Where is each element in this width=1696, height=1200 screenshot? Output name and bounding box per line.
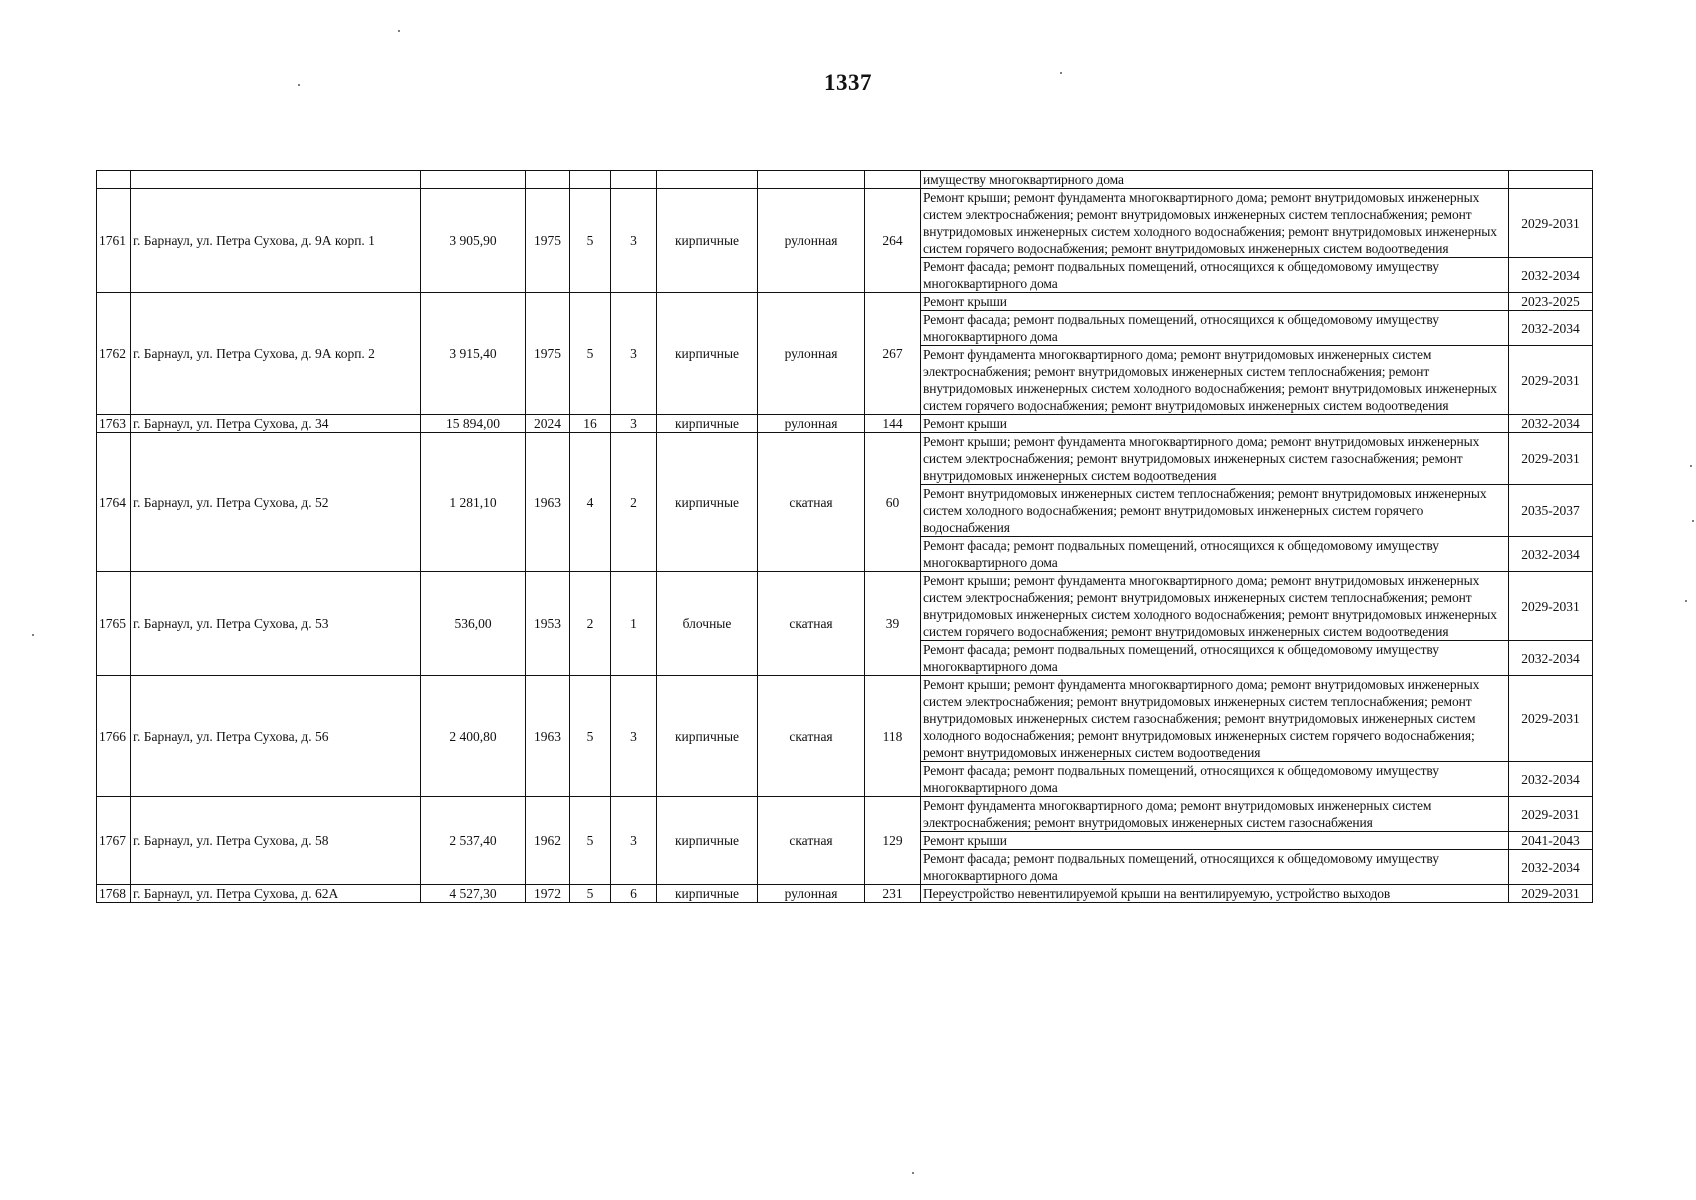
area-cell: 3 915,40 bbox=[421, 293, 526, 415]
period-cell: 2032-2034 bbox=[1509, 762, 1593, 797]
house-row bbox=[97, 189, 1593, 258]
address-cell: г. Барнаул, ул. Петра Сухова, д. 52 bbox=[131, 433, 421, 572]
work-cell: Ремонт фасада; ремонт подвальных помещений, относящихся к общедомовому имуществу многоквартирного дома bbox=[921, 258, 1509, 293]
period-cell: 2029-2031 bbox=[1509, 189, 1593, 258]
walls-material-cell: блочные bbox=[657, 572, 758, 676]
period-cell: 2032-2034 bbox=[1509, 258, 1593, 293]
residents-cell: 144 bbox=[865, 415, 921, 433]
residents-cell: 129 bbox=[865, 797, 921, 885]
entrances-cell: 3 bbox=[611, 797, 657, 885]
period-cell: 2029-2031 bbox=[1509, 433, 1593, 485]
house-number-cell: 1763 bbox=[97, 415, 131, 433]
scan-speck bbox=[1692, 520, 1694, 522]
period-cell: 2029-2031 bbox=[1509, 797, 1593, 832]
work-cell: Ремонт крыши; ремонт фундамента многоквартирного дома; ремонт внутридомовых инженерных систем электроснабжения; ремонт внутридомовых инженерных систем теплоснабжения; ремонт внутридомовых инженерных систем холодного водоснабжения; ремонт внутридомовых инженерных систем горячего водоснабжения; ремонт внутридомовых инженерных систем водоотведения bbox=[921, 572, 1509, 641]
area-cell: 4 527,30 bbox=[421, 885, 526, 903]
floors-cell: 2 bbox=[570, 572, 611, 676]
address-cell: г. Барнаул, ул. Петра Сухова, д. 34 bbox=[131, 415, 421, 433]
work-cell: Ремонт фасада; ремонт подвальных помещений, относящихся к общедомовому имуществу многоквартирного дома bbox=[921, 641, 1509, 676]
work-cell: Ремонт крыши bbox=[921, 832, 1509, 850]
house-row bbox=[97, 415, 1593, 433]
entrances-cell: 1 bbox=[611, 572, 657, 676]
address-cell: г. Барнаул, ул. Петра Сухова, д. 9А корп. 2 bbox=[131, 293, 421, 415]
scan-speck bbox=[398, 30, 400, 32]
year-cell: 1972 bbox=[526, 885, 570, 903]
residents-cell: 118 bbox=[865, 676, 921, 797]
area-cell: 2 537,40 bbox=[421, 797, 526, 885]
floors-cell: 4 bbox=[570, 433, 611, 572]
work-cell: Ремонт внутридомовых инженерных систем теплоснабжения; ремонт внутридомовых инженерных систем холодного водоснабжения; ремонт внутридомовых инженерных систем горячего водоснабжения bbox=[921, 485, 1509, 537]
address-cell: г. Барнаул, ул. Петра Сухова, д. 53 bbox=[131, 572, 421, 676]
walls-material-cell: кирпичные bbox=[657, 797, 758, 885]
roof-type-cell: рулонная bbox=[758, 415, 865, 433]
scan-speck bbox=[32, 634, 34, 636]
period-cell: 2041-2043 bbox=[1509, 832, 1593, 850]
period-cell: 2035-2037 bbox=[1509, 485, 1593, 537]
period-cell: 2023-2025 bbox=[1509, 293, 1593, 311]
scan-speck bbox=[912, 1172, 914, 1174]
entrances-cell: 3 bbox=[611, 415, 657, 433]
walls-material-cell: кирпичные bbox=[657, 189, 758, 293]
residents-cell: 231 bbox=[865, 885, 921, 903]
area-cell: 3 905,90 bbox=[421, 189, 526, 293]
period-cell: 2032-2034 bbox=[1509, 415, 1593, 433]
year-cell: 1963 bbox=[526, 676, 570, 797]
period-cell: 2029-2031 bbox=[1509, 676, 1593, 762]
work-cell: Ремонт крыши bbox=[921, 415, 1509, 433]
work-cell: Ремонт фундамента многоквартирного дома; ремонт внутридомовых инженерных систем электроснабжения; ремонт внутридомовых инженерных систем теплоснабжения; ремонт внутридомовых инженерных систем холодного водоснабжения; ремонт внутридомовых инженерных систем горячего водоснабжения; ремонт внутридомовых инженерных систем водоотведения bbox=[921, 346, 1509, 415]
period-cell: 2029-2031 bbox=[1509, 346, 1593, 415]
scan-speck bbox=[298, 84, 300, 86]
house-row bbox=[97, 293, 1593, 311]
house-number-cell: 1765 bbox=[97, 572, 131, 676]
house-number-cell: 1766 bbox=[97, 676, 131, 797]
address-cell: г. Барнаул, ул. Петра Сухова, д. 62А bbox=[131, 885, 421, 903]
floors-cell: 5 bbox=[570, 189, 611, 293]
address-cell: г. Барнаул, ул. Петра Сухова, д. 56 bbox=[131, 676, 421, 797]
roof-type-cell: рулонная bbox=[758, 293, 865, 415]
register-table bbox=[96, 170, 1593, 903]
house-number-cell: 1761 bbox=[97, 189, 131, 293]
table-body bbox=[97, 171, 1593, 903]
house-number-cell: 1762 bbox=[97, 293, 131, 415]
residents-cell: 60 bbox=[865, 433, 921, 572]
house-row bbox=[97, 433, 1593, 485]
floors-cell: 5 bbox=[570, 293, 611, 415]
scan-speck bbox=[1060, 72, 1062, 74]
area-cell: 2 400,80 bbox=[421, 676, 526, 797]
work-cell: Ремонт крыши bbox=[921, 293, 1509, 311]
continuation-row bbox=[97, 171, 1593, 189]
work-cell: Ремонт фасада; ремонт подвальных помещений, относящихся к общедомовому имуществу многоквартирного дома bbox=[921, 762, 1509, 797]
entrances-cell: 2 bbox=[611, 433, 657, 572]
walls-material-cell: кирпичные bbox=[657, 293, 758, 415]
work-cell: Ремонт фасада; ремонт подвальных помещений, относящихся к общедомовому имуществу многоквартирного дома bbox=[921, 311, 1509, 346]
page-number: 1337 bbox=[824, 70, 872, 95]
roof-type-cell: скатная bbox=[758, 433, 865, 572]
roof-type-cell: рулонная bbox=[758, 885, 865, 903]
house-row bbox=[97, 885, 1593, 903]
period-cell bbox=[1509, 171, 1593, 189]
work-cell: Ремонт крыши; ремонт фундамента многоквартирного дома; ремонт внутридомовых инженерных систем электроснабжения; ремонт внутридомовых инженерных систем газоснабжения; ремонт внутридомовых инженерных систем водоотведения bbox=[921, 433, 1509, 485]
address-cell: г. Барнаул, ул. Петра Сухова, д. 58 bbox=[131, 797, 421, 885]
house-number-cell: 1767 bbox=[97, 797, 131, 885]
house-row bbox=[97, 572, 1593, 641]
residents-cell: 264 bbox=[865, 189, 921, 293]
period-cell: 2032-2034 bbox=[1509, 311, 1593, 346]
work-cell: Ремонт фасада; ремонт подвальных помещений, относящихся к общедомовому имуществу многоквартирного дома bbox=[921, 537, 1509, 572]
work-cell: Ремонт крыши; ремонт фундамента многоквартирного дома; ремонт внутридомовых инженерных систем электроснабжения; ремонт внутридомовых инженерных систем теплоснабжения; ремонт внутридомовых инженерных систем газоснабжения; ремонт внутридомовых инженерных систем холодного водоснабжения; ремонт внутридомовых инженерных систем горячего водоснабжения; ремонт внутридомовых инженерных систем водоотведения bbox=[921, 676, 1509, 762]
work-cell: имуществу многоквартирного дома bbox=[921, 171, 1509, 189]
work-cell: Ремонт крыши; ремонт фундамента многоквартирного дома; ремонт внутридомовых инженерных систем электроснабжения; ремонт внутридомовых инженерных систем теплоснабжения; ремонт внутридомовых инженерных систем холодного водоснабжения; ремонт внутридомовых инженерных систем горячего водоснабжения; ремонт внутридомовых инженерных систем водоотведения bbox=[921, 189, 1509, 258]
area-cell: 536,00 bbox=[421, 572, 526, 676]
walls-material-cell: кирпичные bbox=[657, 415, 758, 433]
area-cell: 15 894,00 bbox=[421, 415, 526, 433]
year-cell: 1975 bbox=[526, 189, 570, 293]
entrances-cell: 6 bbox=[611, 885, 657, 903]
roof-type-cell: скатная bbox=[758, 676, 865, 797]
house-row bbox=[97, 676, 1593, 762]
year-cell: 1953 bbox=[526, 572, 570, 676]
roof-type-cell: скатная bbox=[758, 797, 865, 885]
address-cell: г. Барнаул, ул. Петра Сухова, д. 9А корп. 1 bbox=[131, 189, 421, 293]
entrances-cell: 3 bbox=[611, 676, 657, 797]
period-cell: 2029-2031 bbox=[1509, 885, 1593, 903]
period-cell: 2032-2034 bbox=[1509, 537, 1593, 572]
residents-cell: 267 bbox=[865, 293, 921, 415]
year-cell: 1975 bbox=[526, 293, 570, 415]
period-cell: 2029-2031 bbox=[1509, 572, 1593, 641]
scan-speck bbox=[1690, 465, 1692, 467]
residents-cell: 39 bbox=[865, 572, 921, 676]
area-cell: 1 281,10 bbox=[421, 433, 526, 572]
house-row bbox=[97, 797, 1593, 832]
floors-cell: 5 bbox=[570, 676, 611, 797]
entrances-cell: 3 bbox=[611, 189, 657, 293]
roof-type-cell: рулонная bbox=[758, 189, 865, 293]
house-number-cell: 1764 bbox=[97, 433, 131, 572]
floors-cell: 5 bbox=[570, 885, 611, 903]
walls-material-cell: кирпичные bbox=[657, 676, 758, 797]
house-number-cell: 1768 bbox=[97, 885, 131, 903]
year-cell: 2024 bbox=[526, 415, 570, 433]
work-cell: Ремонт фасада; ремонт подвальных помещений, относящихся к общедомовому имуществу многоквартирного дома bbox=[921, 850, 1509, 885]
work-cell: Переустройство невентилируемой крыши на вентилируемую, устройство выходов bbox=[921, 885, 1509, 903]
period-cell: 2032-2034 bbox=[1509, 850, 1593, 885]
floors-cell: 16 bbox=[570, 415, 611, 433]
floors-cell: 5 bbox=[570, 797, 611, 885]
scan-speck bbox=[1685, 600, 1687, 602]
period-cell: 2032-2034 bbox=[1509, 641, 1593, 676]
roof-type-cell: скатная bbox=[758, 572, 865, 676]
year-cell: 1962 bbox=[526, 797, 570, 885]
walls-material-cell: кирпичные bbox=[657, 433, 758, 572]
year-cell: 1963 bbox=[526, 433, 570, 572]
walls-material-cell: кирпичные bbox=[657, 885, 758, 903]
work-cell: Ремонт фундамента многоквартирного дома; ремонт внутридомовых инженерных систем электроснабжения; ремонт внутридомовых инженерных систем газоснабжения bbox=[921, 797, 1509, 832]
entrances-cell: 3 bbox=[611, 293, 657, 415]
